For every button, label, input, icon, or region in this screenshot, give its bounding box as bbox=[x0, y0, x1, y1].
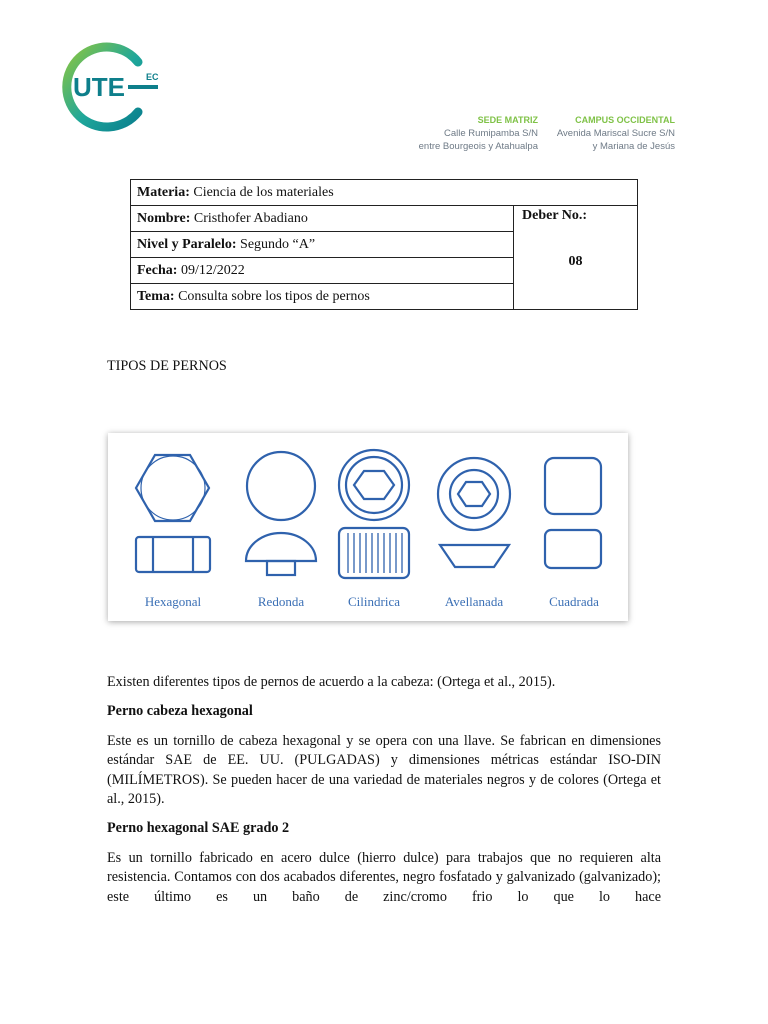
deber-number: 08 bbox=[568, 254, 583, 269]
address-campus-occidental bbox=[545, 114, 675, 153]
round-head-top bbox=[247, 452, 315, 520]
deber-cell bbox=[514, 206, 638, 310]
assignment-info-table bbox=[130, 179, 638, 310]
caption-redonda: Redonda bbox=[257, 594, 305, 609]
paragraph-hex-bolt: Este es un tornillo de cabeza hexagonal y se opera con una llave. Se fabrican en dimensiones estándar SAE de EE. UU. (PULGADAS) y dimensiones métricas estándar ISO-DIN (MILÍMETROS). Se pueden hacer de una variedad de materiales negros y de colores (Ortega et al., 2015). bbox=[107, 733, 661, 807]
caption-avellanada: Avellanada bbox=[444, 594, 504, 609]
square-head-side bbox=[545, 530, 601, 568]
address-line: entre Bourgeois y Atahualpa bbox=[418, 141, 538, 152]
countersunk-head-side bbox=[440, 545, 509, 567]
address-line: Avenida Mariscal Sucre S/N bbox=[556, 128, 675, 139]
nivel-cell: Nivel y Paralelo: Segundo “A” bbox=[131, 232, 514, 258]
section-title: TIPOS DE PERNOS bbox=[107, 358, 227, 374]
caption-cuadrada: Cuadrada bbox=[549, 594, 599, 609]
hexagonal-head-side bbox=[136, 537, 210, 572]
materia-cell: Materia: Ciencia de los materiales bbox=[131, 180, 638, 206]
heading-sae-grade2: Perno hexagonal SAE grado 2 bbox=[107, 820, 290, 836]
cylindrical-head-side bbox=[339, 528, 409, 578]
hexagonal-head-top bbox=[136, 455, 209, 521]
address-line: Calle Rumipamba S/N bbox=[444, 128, 538, 139]
logo-text: UTE bbox=[73, 72, 125, 102]
hexagonal-head-circle bbox=[141, 456, 205, 520]
round-head-side bbox=[246, 533, 316, 561]
nombre-cell: Nombre: Cristhofer Abadiano bbox=[131, 206, 514, 232]
intro-paragraph: Existen diferentes tipos de pernos de acuerdo a la cabeza: (Ortega et al., 2015). bbox=[107, 674, 556, 690]
deber-label: Deber No.: bbox=[522, 208, 588, 223]
caption-hexagonal: Hexagonal bbox=[144, 594, 202, 609]
ute-logo-mark bbox=[58, 42, 168, 132]
tema-cell: Tema: Consulta sobre los tipos de pernos bbox=[131, 284, 514, 310]
bolt-heads-illustration bbox=[108, 433, 628, 621]
square-head-top bbox=[545, 458, 601, 514]
address-line: y Mariana de Jesús bbox=[592, 141, 675, 152]
address-heading: CAMPUS OCCIDENTAL bbox=[575, 115, 675, 125]
caption-cilindrica: Cilindrica bbox=[348, 594, 400, 609]
heading-hex-bolt: Perno cabeza hexagonal bbox=[107, 703, 253, 719]
countersunk-head-top bbox=[438, 458, 510, 530]
paragraph-sae-grade2: Es un tornillo fabricado en acero dulce (hierro dulce) para trabajos que no requieren alta resistencia. Contamos con dos acabados diferentes, negro fosfatado y galvanizado (galvanizado); este último es un baño de zinc/cromo frio lo que lo hace bbox=[107, 850, 661, 905]
ute-logo bbox=[58, 42, 168, 132]
address-sede-matriz bbox=[400, 114, 538, 153]
fecha-cell: Fecha: 09/12/2022 bbox=[131, 258, 514, 284]
cylindrical-head-top bbox=[339, 450, 409, 520]
bolt-head-types-figure bbox=[108, 433, 628, 621]
logo-suffix: EC bbox=[146, 72, 159, 82]
address-heading: SEDE MATRIZ bbox=[477, 115, 538, 125]
